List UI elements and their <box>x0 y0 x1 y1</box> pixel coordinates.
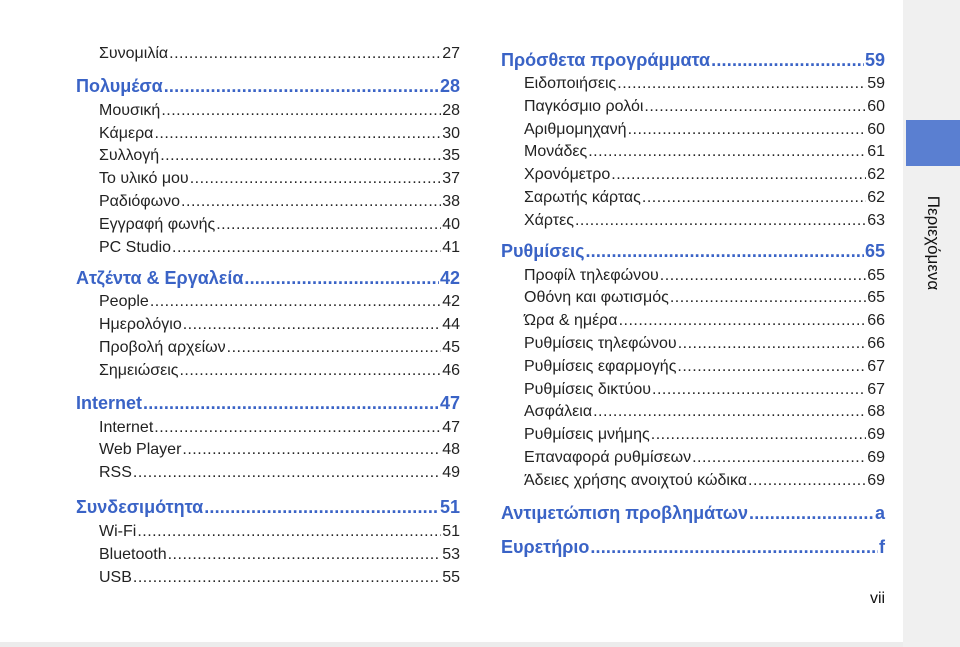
chapter-label-text: Περιεχόμενα <box>924 195 943 291</box>
toc-page-number: 55 <box>442 568 460 586</box>
toc-page-number: 42 <box>439 267 460 288</box>
dot-leader <box>204 497 439 518</box>
toc-label: Πολυμέσα <box>76 76 163 97</box>
toc-page-number: 46 <box>442 361 460 379</box>
toc-label: Wi-Fi <box>99 522 137 540</box>
toc-page-number: 47 <box>442 418 460 436</box>
dot-leader <box>711 50 864 71</box>
toc-label: Συνδεσιμότητα <box>76 497 204 518</box>
toc-entry[interactable] <box>76 193 460 216</box>
toc-label: Προβολή αρχείων <box>99 338 226 356</box>
dot-leader <box>160 147 441 165</box>
dot-leader <box>164 76 439 97</box>
toc-label: Αντιμετώπιση προβλημάτων <box>501 503 748 524</box>
toc-page-number: 69 <box>867 448 885 466</box>
toc-label: Ειδοποιήσεις <box>524 75 617 92</box>
toc-page-number: 67 <box>867 380 885 398</box>
dot-leader <box>133 569 441 587</box>
dot-leader <box>161 102 441 120</box>
dot-leader <box>216 216 441 234</box>
toc-page-number: 35 <box>442 147 460 165</box>
dot-leader <box>678 335 867 353</box>
dot-leader <box>244 268 439 289</box>
dot-leader <box>677 358 866 376</box>
toc-label: Χάρτες <box>524 211 574 229</box>
dot-leader <box>172 239 441 257</box>
toc-label: Internet <box>99 418 154 436</box>
dot-leader <box>619 312 867 330</box>
toc-page-number: 30 <box>442 124 460 142</box>
toc-page-number: 37 <box>442 170 460 188</box>
toc-page-number: 47 <box>439 393 460 414</box>
dot-leader <box>692 449 866 467</box>
dot-leader <box>190 170 442 188</box>
toc-entry[interactable] <box>501 472 885 495</box>
toc-label: Αριθμομηχανή <box>524 120 627 138</box>
dot-leader <box>642 189 866 207</box>
toc-label: Μονάδες <box>524 143 588 161</box>
toc-entry[interactable] <box>76 216 460 239</box>
dot-leader <box>652 381 866 399</box>
dot-leader <box>590 537 878 558</box>
dot-leader <box>585 241 864 262</box>
dot-leader <box>182 441 441 459</box>
toc-label: Άδειες χρήσης ανοιχτού κώδικα <box>524 471 747 489</box>
toc-page-number: 45 <box>442 338 460 356</box>
toc-entry[interactable] <box>76 45 460 68</box>
toc-entry[interactable] <box>76 147 460 170</box>
toc-label: Ημερολόγιο <box>99 316 182 334</box>
toc-label: Επαναφορά ρυθμίσεων <box>524 448 692 466</box>
toc-page-number: 67 <box>867 357 885 375</box>
toc-section[interactable] <box>501 499 885 529</box>
toc-page-number: 63 <box>867 211 885 229</box>
page-number: vii <box>870 590 886 607</box>
toc-entry[interactable] <box>501 403 885 426</box>
toc-page-number: 65 <box>867 266 885 284</box>
toc-entry[interactable] <box>76 441 460 464</box>
toc-label: Internet <box>76 393 143 414</box>
toc-section[interactable] <box>76 72 460 102</box>
chapter-label <box>906 178 960 308</box>
dot-leader <box>628 121 867 139</box>
toc-label: Μουσική <box>99 101 161 119</box>
toc-page-number: 61 <box>867 143 885 161</box>
dot-leader <box>154 125 441 143</box>
toc-entry[interactable] <box>76 419 460 442</box>
toc-page-number: a <box>874 503 885 524</box>
toc-entry[interactable] <box>501 426 885 449</box>
dot-leader <box>133 464 441 482</box>
toc-label: Bluetooth <box>99 545 167 563</box>
toc-label: Πρόσθετα προγράμματα <box>501 49 711 70</box>
toc-section[interactable] <box>76 263 460 293</box>
toc-section[interactable] <box>76 493 460 523</box>
toc-page-number: 51 <box>442 522 460 540</box>
toc-entry[interactable] <box>76 339 460 362</box>
toc-entry[interactable] <box>501 289 885 312</box>
toc-entry[interactable] <box>501 166 885 189</box>
toc-page-number: 28 <box>442 101 460 119</box>
toc-page-number: 62 <box>867 188 885 206</box>
toc-page-number: 44 <box>442 316 460 334</box>
dot-leader <box>644 98 866 116</box>
toc-entry[interactable] <box>501 143 885 166</box>
toc-label: Ρυθμίσεις δικτύου <box>524 380 651 398</box>
toc-entry[interactable] <box>501 189 885 212</box>
toc-entry[interactable] <box>501 335 885 358</box>
toc-page-number: 65 <box>867 289 885 307</box>
toc-page-number: 41 <box>442 238 460 256</box>
toc-section[interactable] <box>501 45 885 75</box>
dot-leader <box>183 316 441 334</box>
toc-label: Συνομιλία <box>99 45 169 62</box>
toc-page-number: 27 <box>442 45 460 62</box>
dot-leader <box>227 339 442 357</box>
dot-leader <box>611 166 866 184</box>
toc-label: USB <box>99 568 132 586</box>
toc-label: Ευρετήριο <box>501 537 590 558</box>
dot-leader <box>617 75 866 93</box>
toc-page-number: 69 <box>867 471 885 489</box>
toc-label: Οθόνη και φωτισμός <box>524 289 669 307</box>
dot-leader <box>749 503 874 524</box>
dot-leader <box>181 193 441 211</box>
side-strip <box>903 0 960 647</box>
toc-page-number: 60 <box>867 120 885 138</box>
toc-page-number: 51 <box>439 497 460 518</box>
toc-entry[interactable] <box>76 102 460 125</box>
toc-page-number: 42 <box>442 293 460 311</box>
chapter-tab <box>906 120 960 166</box>
toc-page-number: 65 <box>864 241 885 262</box>
toc-entry[interactable] <box>501 449 885 472</box>
dot-leader <box>169 45 441 63</box>
toc-label: Σημειώσεις <box>99 361 179 379</box>
dot-leader <box>150 293 441 311</box>
toc-label: Χρονόμετρο <box>524 166 611 184</box>
toc-page-number: 60 <box>867 97 885 115</box>
toc-entry[interactable] <box>76 362 460 385</box>
dot-leader <box>588 143 866 161</box>
toc-entry[interactable] <box>76 125 460 148</box>
toc-entry[interactable] <box>76 546 460 569</box>
dot-leader <box>154 419 441 437</box>
toc-page-number: 66 <box>867 334 885 352</box>
toc-entry[interactable] <box>501 121 885 144</box>
toc-entry[interactable] <box>501 212 885 235</box>
toc-entry[interactable] <box>76 523 460 546</box>
toc-label: PC Studio <box>99 238 172 256</box>
dot-leader <box>575 212 866 230</box>
toc-label: RSS <box>99 464 132 482</box>
toc-left-column <box>76 45 460 591</box>
toc-label: Σαρωτής κάρτας <box>524 188 641 206</box>
toc-page-number: 53 <box>442 545 460 563</box>
toc-entry[interactable] <box>76 170 460 193</box>
toc-entry[interactable] <box>76 464 460 487</box>
toc-section[interactable] <box>501 237 885 267</box>
toc-page-number: 59 <box>867 75 885 92</box>
dot-leader <box>143 393 439 414</box>
dot-leader <box>670 289 866 307</box>
toc-right-column <box>501 45 885 563</box>
toc-page-number: 68 <box>867 403 885 421</box>
toc-page-number: 49 <box>442 464 460 482</box>
dot-leader <box>179 362 441 380</box>
toc-label: People <box>99 293 149 311</box>
toc-page-number: f <box>879 537 885 558</box>
toc-page-number: 48 <box>442 441 460 459</box>
toc-label: Ρυθμίσεις <box>501 241 585 262</box>
toc-label: Εγγραφή φωνής <box>99 215 216 233</box>
toc-label: Κάμερα <box>99 124 154 142</box>
toc-page-number: 62 <box>867 166 885 184</box>
toc-label: Ατζέντα & Εργαλεία <box>76 267 244 288</box>
dot-leader <box>651 426 866 444</box>
toc-label: Ασφάλεια <box>524 403 593 421</box>
toc-label: Ρυθμίσεις εφαρμογής <box>524 357 677 375</box>
toc-section[interactable] <box>501 533 885 563</box>
toc-label: Ρυθμίσεις μνήμης <box>524 426 650 444</box>
toc-label: Παγκόσμιο ρολόι <box>524 97 644 115</box>
toc-entry[interactable] <box>76 293 460 316</box>
dot-leader <box>168 546 442 564</box>
toc-entry[interactable] <box>76 569 460 592</box>
toc-page-number: 69 <box>867 426 885 444</box>
toc-label: Ραδιόφωνο <box>99 192 181 210</box>
toc-label: Ώρα & ημέρα <box>524 312 618 330</box>
toc-page-number: 28 <box>439 76 460 97</box>
dot-leader <box>137 523 441 541</box>
toc-label: Web Player <box>99 441 182 459</box>
toc-entry[interactable] <box>501 358 885 381</box>
toc-entry[interactable] <box>501 75 885 98</box>
toc-entry[interactable] <box>501 381 885 404</box>
toc-label: Ρυθμίσεις τηλεφώνου <box>524 334 677 352</box>
toc-label: Συλλογή <box>99 147 160 165</box>
toc-label: Το υλικό μου <box>99 170 189 188</box>
toc-page-number: 38 <box>442 192 460 210</box>
dot-leader <box>660 267 866 285</box>
dot-leader <box>593 403 866 421</box>
toc-entry[interactable] <box>501 98 885 121</box>
toc-entry[interactable] <box>501 267 885 290</box>
toc-entry[interactable] <box>76 239 460 262</box>
toc-section[interactable] <box>76 389 460 419</box>
toc-entry[interactable] <box>501 312 885 335</box>
toc-label: Προφίλ τηλεφώνου <box>524 266 659 284</box>
toc-page-number: 66 <box>867 312 885 330</box>
toc-page-number: 59 <box>864 49 885 70</box>
toc-entry[interactable] <box>76 316 460 339</box>
dot-leader <box>748 472 866 490</box>
toc-page-number: 40 <box>442 215 460 233</box>
